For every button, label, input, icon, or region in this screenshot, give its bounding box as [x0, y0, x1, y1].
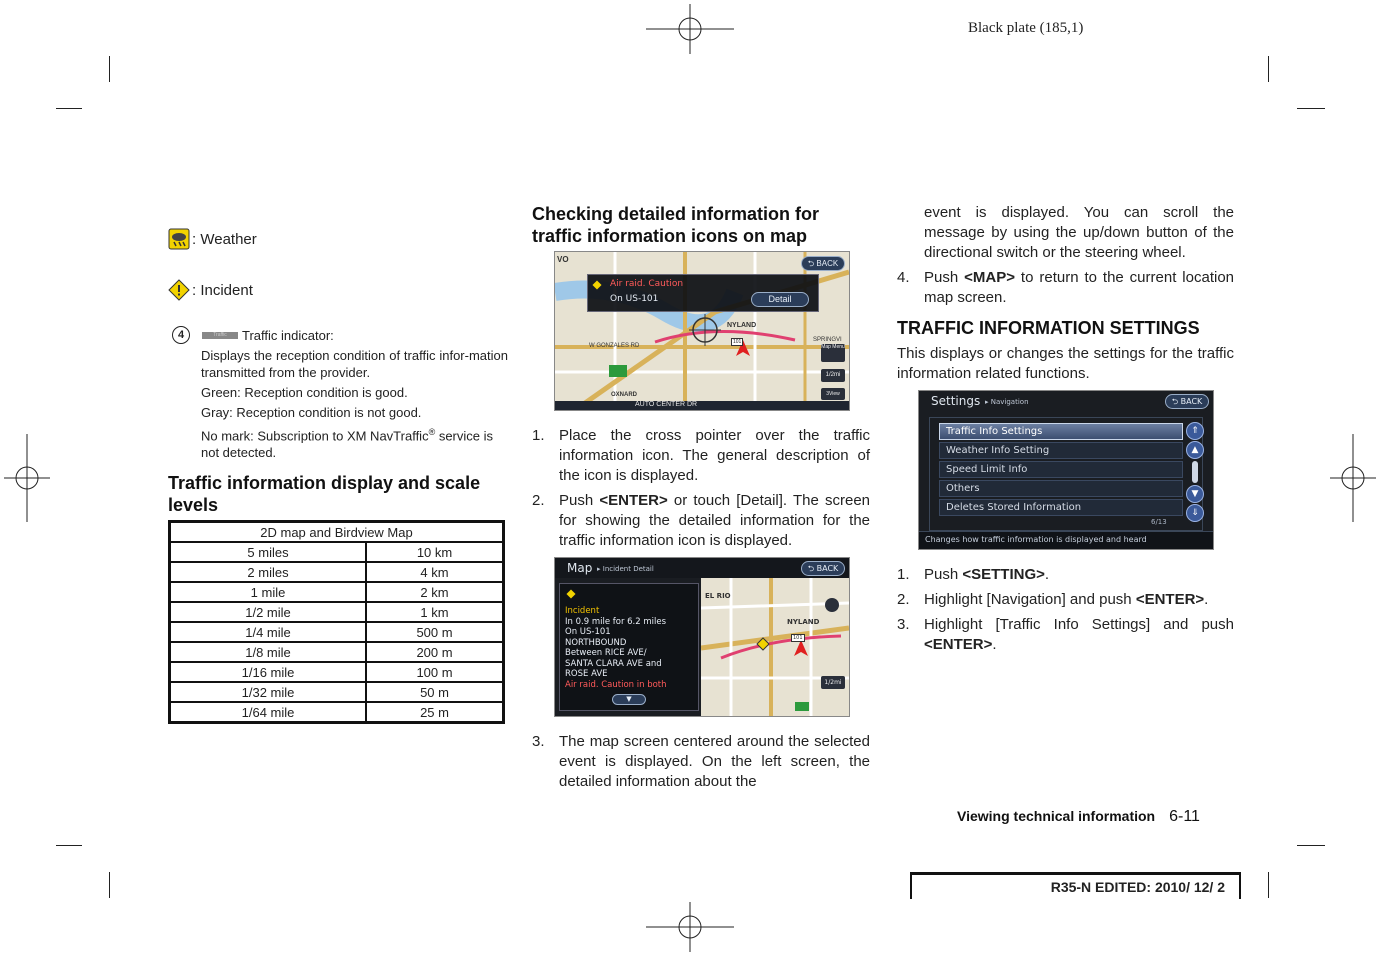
highway-shield-101: 101: [733, 339, 742, 345]
step-1: 1. Place the cross pointer over the traffic information icon. The general description of the icon is displayed.: [532, 427, 870, 484]
detail-text-panel: [559, 583, 699, 711]
map-screenshot-1: [554, 251, 850, 411]
scale-miles-cell: 1/16 mile: [170, 662, 367, 682]
scroll-down-button[interactable]: ▼: [612, 694, 646, 705]
map-key: <MAP>: [964, 269, 1015, 286]
page-indicator: 6/13: [1151, 518, 1167, 526]
map-menu-button[interactable]: Map Menu: [821, 344, 845, 362]
scale-metric-cell: 500 m: [366, 622, 503, 642]
scale-metric-cell: 200 m: [366, 642, 503, 662]
indicator-title: Traffic indicator:: [242, 327, 334, 343]
scale-table-row: [170, 702, 504, 723]
view-button[interactable]: 3View: [821, 388, 845, 400]
scale-table-header: 2D map and Birdview Map: [170, 522, 504, 543]
step-2: 2. Push <ENTER> or touch [Detail]. The screen for showing the detailed information for the traffic information icon is displayed.: [532, 492, 870, 549]
scrollbar-thumb[interactable]: [1192, 461, 1198, 483]
settings-step-2: 2. Highlight [Navigation] and push <ENTER>.: [897, 591, 1209, 608]
incident-label: : Incident: [192, 281, 253, 299]
map-label-nyland: NYLAND: [787, 618, 820, 626]
weather-icon: [168, 228, 190, 250]
crop-mark: [56, 108, 82, 109]
menu-item-weather-info-setting[interactable]: Weather Info Setting: [939, 442, 1183, 459]
back-button[interactable]: ⮌ BACK: [801, 561, 845, 576]
scale-table-row: [170, 602, 504, 622]
detail-line: On US-101: [565, 627, 611, 637]
scale-table-row: [170, 622, 504, 642]
swatch-text: Traffic: [213, 331, 227, 338]
popup-line-1: Air raid. Caution: [610, 279, 684, 289]
setting-key: <SETTING>: [962, 566, 1045, 583]
detail-line: In 0.9 mile for 6.2 miles: [565, 616, 667, 627]
map-label-elrio: EL RIO: [705, 592, 731, 600]
step-3: 3. The map screen centered around the selected event is displayed. On the left screen, the detailed information about the: [532, 733, 870, 790]
detail-line: NORTHBOUND: [565, 637, 627, 648]
scale-metric-cell: 100 m: [366, 662, 503, 682]
crop-mark: [1268, 56, 1269, 82]
checking-section-heading: Checking detailed information for traffic information icons on map: [532, 204, 820, 246]
highway-shield-101: 101: [793, 635, 803, 641]
scale-table-row: [170, 682, 504, 702]
scale-miles-cell: 1/8 mile: [170, 642, 367, 662]
detail-line: ROSE AVE: [565, 669, 608, 679]
menu-item-speed-limit-info[interactable]: Speed Limit Info: [939, 461, 1183, 478]
scale-metric-cell: 25 m: [366, 702, 503, 723]
status-bar: [919, 531, 1213, 550]
status-text: Changes how traffic information is displayed and heard: [925, 535, 1147, 544]
scale-metric-cell: 10 km: [366, 542, 503, 562]
scale-button[interactable]: 1/2mi: [821, 676, 845, 689]
weather-label: : Weather: [192, 230, 257, 248]
scale-table: [168, 520, 505, 724]
north-compass-icon: [825, 598, 839, 612]
indicator-gray: Gray: Reception condition is not good.: [201, 405, 422, 420]
scale-miles-cell: 1/2 mile: [170, 602, 367, 622]
scale-metric-cell: 1 km: [366, 602, 503, 622]
step-4-block: [897, 268, 1234, 313]
scale-metric-cell: 50 m: [366, 682, 503, 702]
detail-line: Between RICE AVE/: [565, 648, 647, 658]
scale-button[interactable]: 1/2mi: [821, 369, 845, 382]
map-label-vo: VO: [557, 255, 569, 264]
scale-section-heading: Traffic information display and scale levels: [168, 473, 481, 515]
crop-mark: [1297, 108, 1325, 109]
scale-table-row: [170, 662, 504, 682]
page-down-icon[interactable]: ⇓: [1186, 504, 1204, 522]
registration-mark-bottom: [644, 902, 736, 952]
menu-item-others[interactable]: Others: [939, 480, 1183, 497]
detail-button[interactable]: Detail: [751, 292, 809, 307]
edited-stamp: R35-N EDITED: 2010/ 12/ 2: [910, 872, 1241, 899]
step-4: 4. Push <MAP> to return to the current location map screen.: [897, 269, 1234, 306]
scale-miles-cell: 2 miles: [170, 562, 367, 582]
detail-line: Air raid. Caution in both: [565, 679, 667, 690]
plate-label: Black plate (185,1): [968, 20, 1084, 36]
scale-table-row: [170, 582, 504, 602]
traffic-indicator-block: [172, 326, 508, 464]
settings-intro: This displays or changes the settings for the traffic information related functions.: [897, 345, 1234, 382]
scale-miles-cell: 1/32 mile: [170, 682, 367, 702]
scale-miles-cell: 1/64 mile: [170, 702, 367, 723]
indicator-number: 4: [172, 326, 190, 344]
crop-mark: [1268, 872, 1269, 898]
scale-miles-cell: 1/4 mile: [170, 622, 367, 642]
enter-key: <ENTER>: [924, 636, 993, 653]
street-name-bar: AUTO CENTER DR: [635, 401, 698, 408]
scroll-down-icon[interactable]: ▼: [1186, 485, 1204, 503]
page-footer: [957, 808, 1200, 826]
page-up-icon[interactable]: ⇑: [1186, 422, 1204, 440]
popup-line-2: On US-101: [610, 294, 659, 304]
scale-table-row: [170, 562, 504, 582]
incident-icon: [566, 589, 576, 599]
scale-metric-cell: 4 km: [366, 562, 503, 582]
traffic-popup: [587, 274, 819, 312]
checking-step-3: [532, 732, 870, 797]
scale-miles-cell: 5 miles: [170, 542, 367, 562]
traffic-indicator-swatch: [202, 332, 238, 339]
continued-text: event is displayed. You can scroll the message by using the up/down button of the directional switch or the steering wheel.: [924, 204, 1234, 261]
scale-metric-cell: 2 km: [366, 582, 503, 602]
scale-table-row: [170, 642, 504, 662]
menu-item-deletes-stored-information[interactable]: Deletes Stored Information: [939, 499, 1183, 516]
weather-legend: [168, 228, 257, 250]
back-button[interactable]: ⮌ BACK: [1165, 394, 1209, 409]
checking-steps: [532, 426, 870, 556]
detail-subtitle: ▸ Incident Detail: [597, 565, 654, 573]
detail-lines: [565, 606, 667, 690]
settings-steps: [897, 565, 1234, 660]
crop-mark: [56, 845, 82, 846]
map-label-springville: SPRINGVI: [813, 337, 842, 343]
enter-key: <ENTER>: [1135, 591, 1205, 608]
map-label-nyland: NYLAND: [727, 322, 757, 329]
indicator-no-mark: No mark: Subscription to XM NavTraffic® service is not detected.: [201, 427, 494, 461]
page-number: 6-11: [1169, 808, 1200, 825]
registration-mark-left: [4, 432, 50, 524]
registration-mark-right: [1330, 432, 1376, 524]
settings-subtitle: ▸ Navigation: [985, 398, 1029, 406]
registration-mark-top: [644, 4, 736, 54]
crop-mark: [1297, 845, 1325, 846]
crop-mark: [109, 872, 110, 898]
enter-key: <ENTER>: [599, 492, 668, 509]
incident-icon: [168, 279, 190, 301]
settings-screenshot: [918, 390, 1214, 550]
scroll-up-icon[interactable]: ▲: [1186, 441, 1204, 459]
settings-title: Settings: [931, 394, 981, 408]
scale-table-row: [170, 542, 504, 562]
footer-section: Viewing technical information: [957, 808, 1156, 824]
map-screenshot-2: [554, 557, 850, 717]
detail-title-bar: [555, 558, 849, 578]
scale-miles-cell: 1 mile: [170, 582, 367, 602]
crop-mark: [109, 56, 110, 82]
settings-heading: TRAFFIC INFORMATION SETTINGS: [897, 318, 1200, 338]
incident-icon: [592, 280, 602, 290]
settings-step-3: 3. Highlight [Traffic Info Settings] and push <ENTER>.: [897, 616, 1234, 653]
map-label-oxnard: OXNARD: [611, 392, 638, 398]
detail-line: Incident: [565, 606, 600, 616]
incident-legend: [168, 279, 253, 301]
menu-item-traffic-info-settings[interactable]: Traffic Info Settings: [939, 423, 1183, 440]
detail-title: Map: [567, 561, 593, 575]
indicator-green: Green: Reception condition is good.: [201, 385, 408, 400]
back-button[interactable]: ⮌ BACK: [801, 256, 845, 271]
detail-line: SANTA CLARA AVE and: [565, 658, 662, 669]
indicator-description: Displays the reception condition of traffic infor-mation transmitted from the provider.: [201, 348, 508, 380]
map-label-gonzales: W GONZALES RD: [589, 343, 640, 349]
settings-step-1: 1. Push <SETTING>.: [897, 566, 1050, 583]
